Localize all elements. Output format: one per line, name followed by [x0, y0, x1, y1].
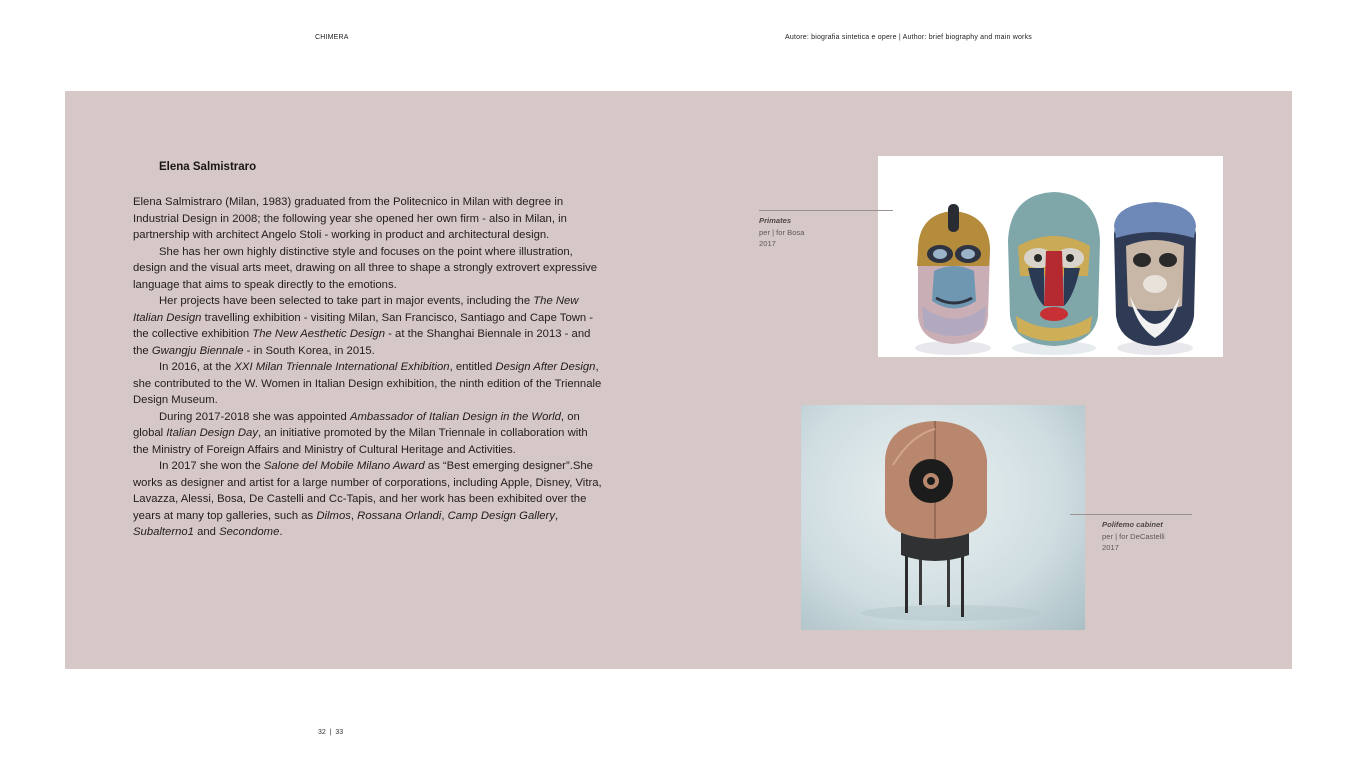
running-header-right: Autore: biografia sintetica e opere | Author: brief biography and main works: [785, 34, 1032, 41]
paragraph-3: Her projects have been selected to take part in major events, including the The New Italian Design travelling exhibition - visiting Milan, San Francisco, Santiago and Cape Town - the collective exhibition The New Aesthetic Design - at the Shanghai Biennale in 2013 - and the Gwangju Biennale - in South Korea, in 2015.: [133, 295, 594, 357]
running-header-left: CHIMERA: [315, 34, 349, 41]
monkey-vase-middle: [1008, 192, 1100, 346]
caption-primates: [759, 215, 804, 250]
article-title: Elena Salmistraro: [159, 161, 257, 173]
paragraph-6: In 2017 she won the Salone del Mobile Milano Award as “Best emerging designer”.She works as designer and artist for a large number of corporations, including Apple, Disney, Vitra, Lavazza, Alessi, Bosa, De Castelli and Cc-Tapis, and her work has been exhibited over the years at many top galleries, such as Dilmos, Rossana Orlandi, Camp Design Gallery, Subalterno1 and Secondome.: [133, 460, 602, 538]
caption-year: 2017: [1102, 543, 1119, 552]
caption-polifemo: [1102, 519, 1165, 554]
polifemo-cabinet-photo: [801, 405, 1085, 630]
caption-year: 2017: [759, 239, 776, 248]
biography-text: [133, 194, 603, 541]
primates-photo: [878, 156, 1223, 357]
caption-title: Primates: [759, 216, 792, 225]
paragraph-2: She has her own highly distinctive style and focuses on the point where illustration, design and the visual arts meet, drawing on all three to shape a strongly extrovert expressive language that aims to speak directly to the emotions.: [133, 245, 598, 291]
caption-client: per | for DeCastelli: [1102, 531, 1165, 541]
caption-client: per | for Bosa: [759, 227, 805, 237]
caption-leader-line-polifemo: [1070, 514, 1192, 515]
caption-title: Polifemo cabinet: [1102, 520, 1163, 529]
paragraph-5: During 2017-2018 she was appointed Ambassador of Italian Design in the World, on global Italian Design Day, an initiative promoted by the Milan Triennale in collaboration with the Ministry of Foreign Affairs and Ministry of Cultural Heritage and Activities.: [133, 410, 588, 456]
caption-leader-line-primates: [759, 210, 893, 211]
monkey-vase-left: [917, 204, 990, 344]
page-numbers: 32 | 33: [318, 729, 344, 736]
monkey-vase-right: [1114, 202, 1196, 346]
paragraph-1: Elena Salmistraro (Milan, 1983) graduated from the Politecnico in Milan with degree in Industrial Design in 2008; the following year she opened her own firm - also in Milan, in partnership with architect Angelo Stoli - working in product and architectural design.: [133, 196, 567, 241]
paragraph-4: In 2016, at the XXI Milan Triennale International Exhibition, entitled Design After Design, she contributed to the W. Women in Italian Design exhibition, the ninth edition of the Triennale Design Museum.: [133, 361, 602, 406]
